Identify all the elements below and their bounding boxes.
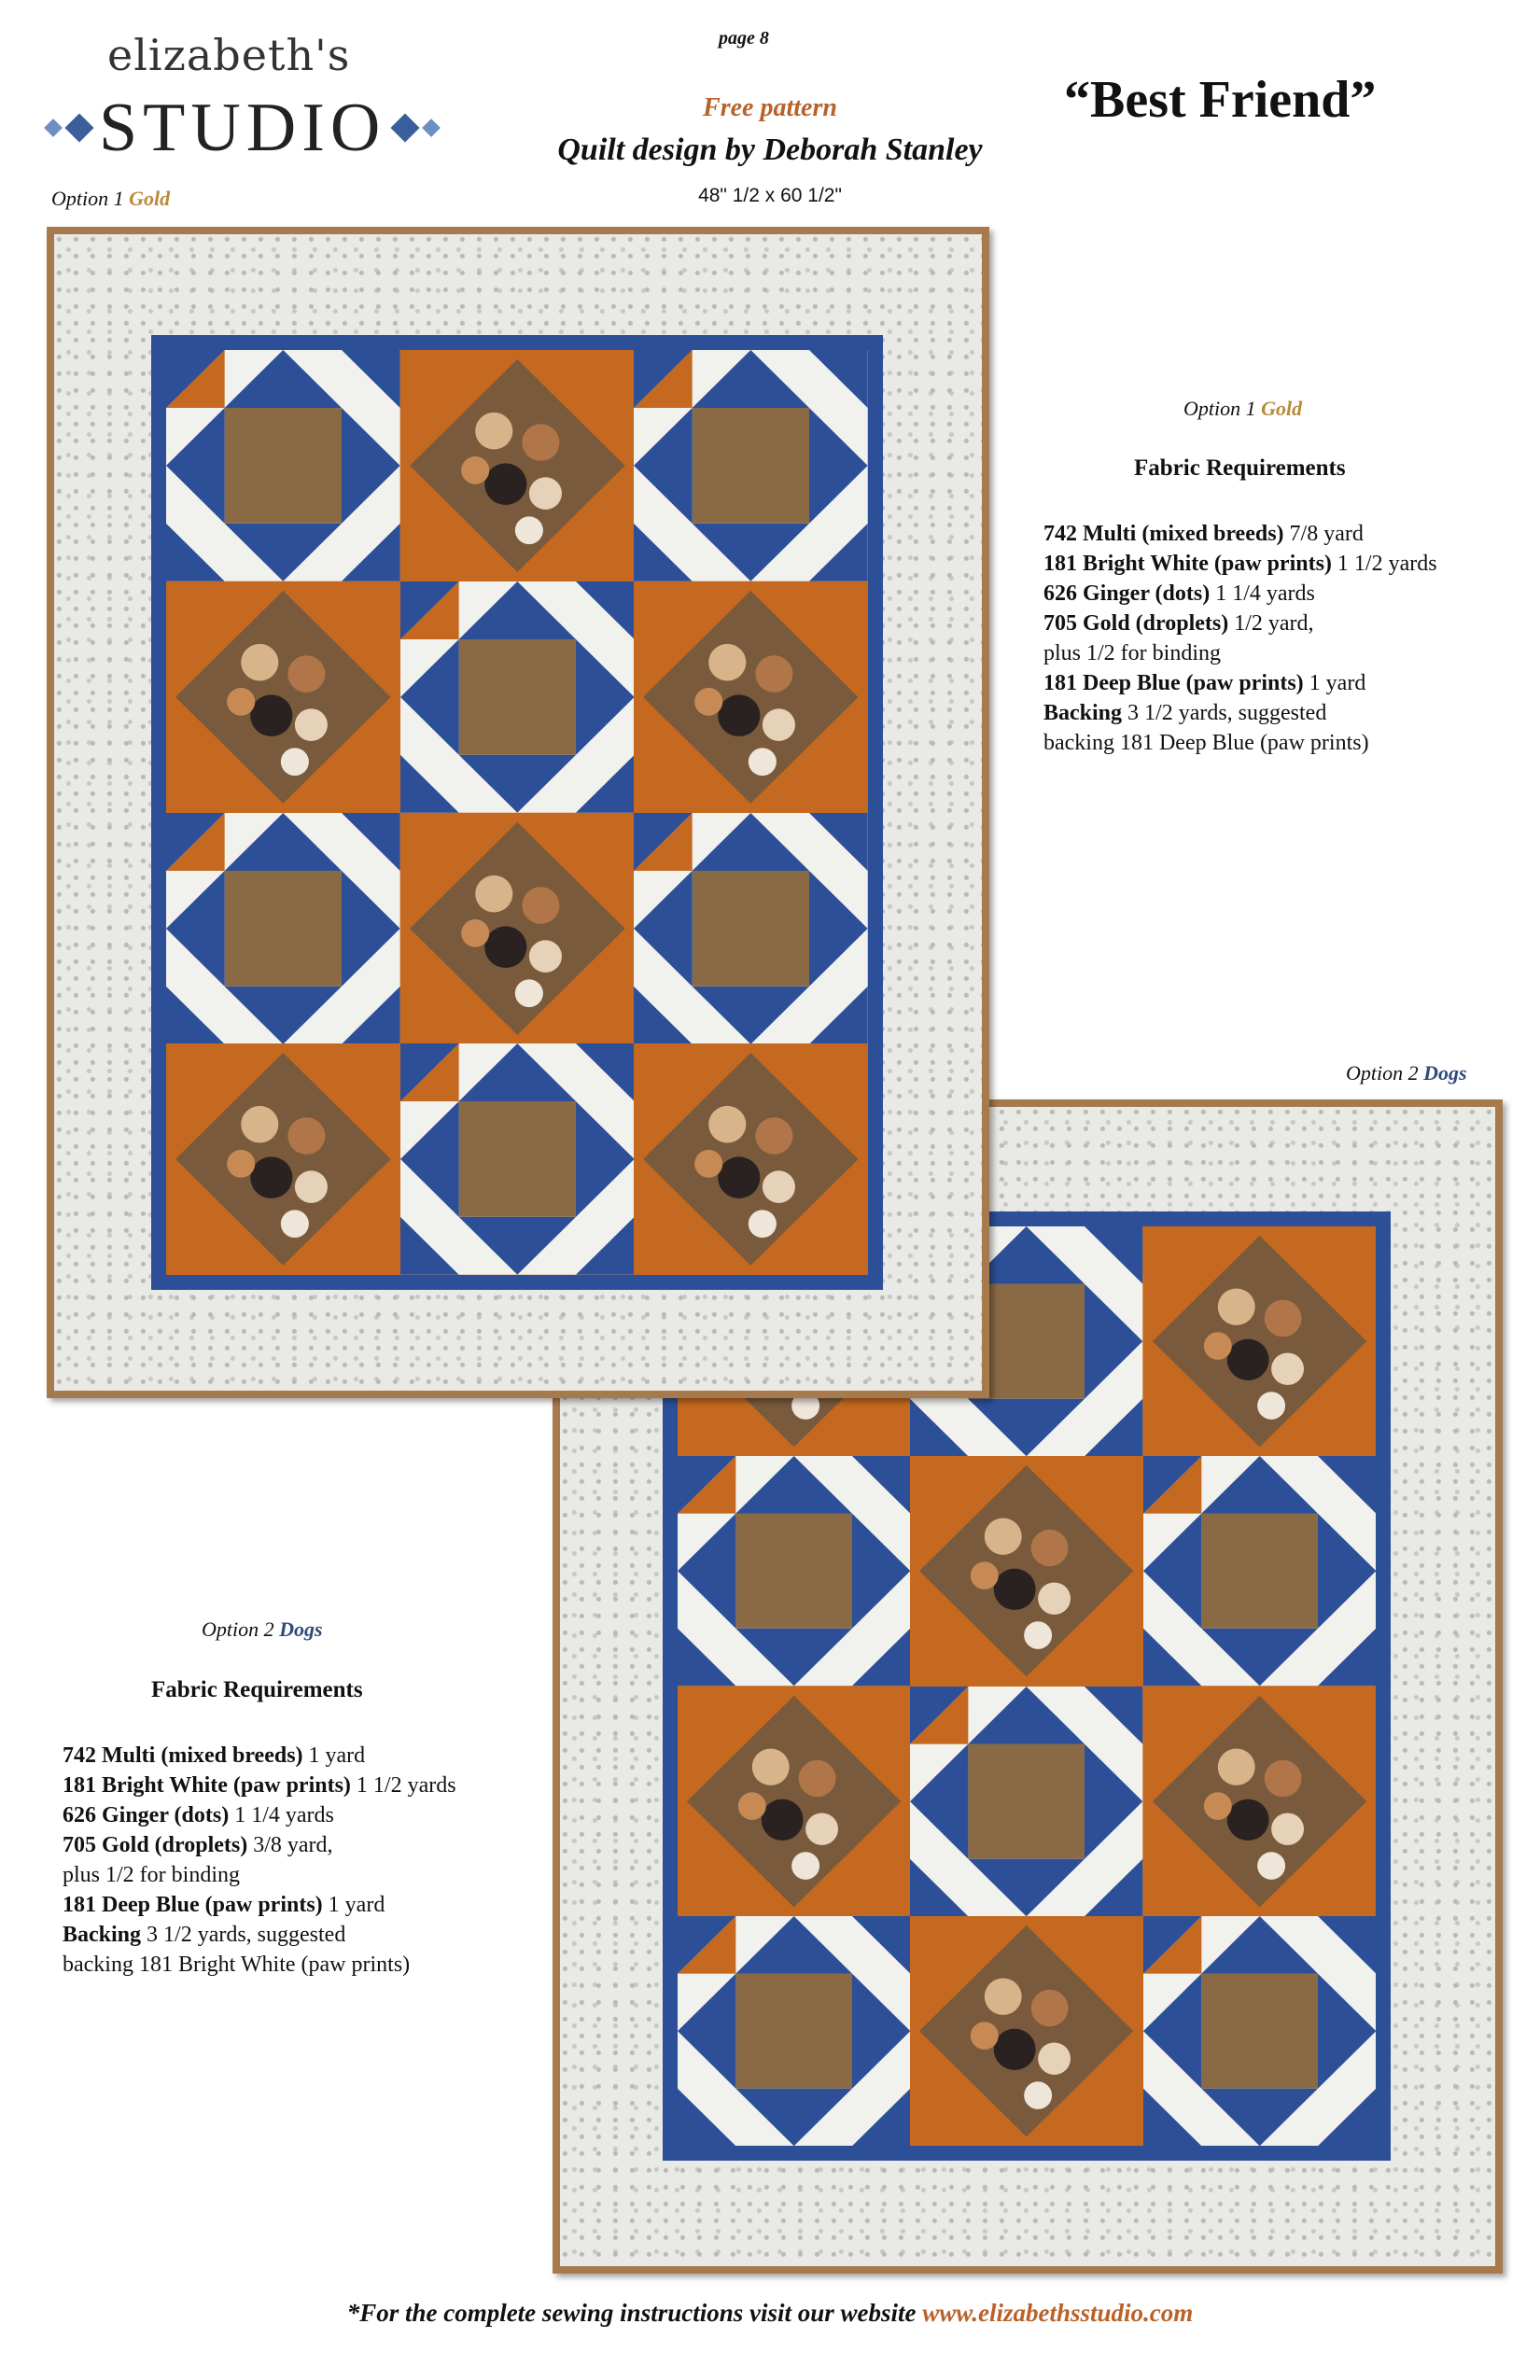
requirement-amount: plus 1/2 for binding <box>1043 641 1221 665</box>
dog-print-block <box>910 1916 1142 2146</box>
dog-print-block <box>634 581 868 813</box>
requirement-line <box>63 1741 548 1771</box>
requirement-amount: 1 1/4 yards <box>1210 581 1315 606</box>
requirement-line <box>1043 609 1529 638</box>
option1-label <box>1183 397 1302 421</box>
dog-print-block <box>400 813 635 1044</box>
star-block <box>910 1687 1142 1916</box>
quilt-border <box>54 234 982 1391</box>
block-grid <box>166 350 868 1275</box>
requirement-line <box>63 1860 548 1890</box>
requirement-line <box>63 1771 548 1800</box>
requirement-amount: backing 181 Bright White (paw prints) <box>63 1953 411 1977</box>
option1-requirements-list <box>1043 519 1529 758</box>
option-prefix: Option 1 <box>1183 397 1256 420</box>
requirement-amount: 1 yard <box>1303 671 1366 695</box>
requirement-fabric: 181 Deep Blue (paw prints) <box>1043 671 1304 695</box>
option-color-name: Gold <box>1261 397 1303 420</box>
requirement-fabric: 626 Ginger (dots) <box>63 1803 230 1827</box>
website-link[interactable]: www.elizabethsstudio.com <box>922 2299 1194 2327</box>
pattern-title: “Best Friend” <box>1064 71 1377 129</box>
footer-text: *For the complete sewing instructions visit our website <box>346 2299 923 2327</box>
page-number: page 8 <box>719 28 769 49</box>
star-block <box>1143 1916 1376 2146</box>
requirement-fabric: 705 Gold (droplets) <box>63 1833 248 1857</box>
requirement-fabric: Backing <box>1043 701 1123 725</box>
quilt-size: 48" 1/2 x 60 1/2" <box>698 185 842 206</box>
dog-print-block <box>1143 1687 1376 1916</box>
logo-script-text: elizabeth's <box>107 30 351 80</box>
requirement-line <box>63 1920 548 1950</box>
requirement-fabric: 181 Bright White (paw prints) <box>63 1773 351 1798</box>
requirement-fabric: 181 Bright White (paw prints) <box>1043 552 1332 576</box>
requirement-amount: 1 yard <box>322 1893 385 1917</box>
requirement-line <box>1043 638 1529 668</box>
requirement-fabric: 181 Deep Blue (paw prints) <box>63 1893 323 1917</box>
option2-requirements-list <box>63 1741 548 1980</box>
requirement-amount: backing 181 Deep Blue (paw prints) <box>1043 731 1369 755</box>
dog-print-block <box>400 350 635 581</box>
dog-print-block <box>678 1687 910 1916</box>
footer-note <box>0 2299 1540 2328</box>
requirement-amount: 1/2 yard, <box>1228 611 1314 636</box>
requirement-fabric: 742 Multi (mixed breeds) <box>1043 522 1284 546</box>
dog-print-block <box>910 1456 1142 1686</box>
star-block <box>400 1043 635 1275</box>
option-prefix: Option 1 <box>51 187 124 210</box>
dog-print-block <box>166 581 400 813</box>
star-block <box>166 350 400 581</box>
option-color-name: Dogs <box>279 1617 323 1641</box>
requirement-line <box>63 1890 548 1920</box>
dog-print-block <box>634 1043 868 1275</box>
requirement-line <box>63 1830 548 1860</box>
option-color-name: Gold <box>129 187 171 210</box>
dog-print-block <box>166 1043 400 1275</box>
star-block <box>634 813 868 1044</box>
requirement-fabric: 705 Gold (droplets) <box>1043 611 1229 636</box>
requirement-amount: plus 1/2 for binding <box>63 1863 240 1887</box>
star-block <box>678 1916 910 2146</box>
option-prefix: Option 2 <box>1346 1061 1419 1085</box>
requirement-line <box>1043 728 1529 758</box>
requirement-line <box>1043 519 1529 549</box>
option-prefix: Option 2 <box>202 1617 274 1641</box>
requirement-line <box>1043 579 1529 609</box>
requirement-fabric: 626 Ginger (dots) <box>1043 581 1211 606</box>
star-block <box>1143 1456 1376 1686</box>
requirement-line <box>63 1800 548 1830</box>
requirement-fabric: Backing <box>63 1923 142 1947</box>
requirement-amount: 1 1/2 yards <box>350 1773 456 1798</box>
fabric-requirements-heading: Fabric Requirements <box>151 1677 363 1702</box>
option1-caption <box>51 187 170 211</box>
star-block <box>400 581 635 813</box>
requirement-amount: 3 1/2 yards, suggested <box>1122 701 1327 725</box>
star-block <box>634 350 868 581</box>
option2-caption <box>1346 1061 1467 1085</box>
free-pattern-label: Free pattern <box>703 93 837 122</box>
designer-credit: Quilt design by Deborah Stanley <box>557 133 983 167</box>
requirement-amount: 1 yard <box>302 1743 366 1768</box>
option-color-name: Dogs <box>1423 1061 1467 1085</box>
logo-word: STUDIO <box>99 90 386 166</box>
quilt-center <box>151 335 883 1290</box>
requirement-amount: 1 1/4 yards <box>229 1803 334 1827</box>
requirement-line <box>1043 549 1529 579</box>
dog-print-block <box>1143 1226 1376 1456</box>
requirement-fabric: 742 Multi (mixed breeds) <box>63 1743 303 1768</box>
star-block <box>678 1456 910 1686</box>
requirement-amount: 1 1/2 yards <box>1331 552 1437 576</box>
requirement-line <box>63 1950 548 1980</box>
requirement-line <box>1043 668 1529 698</box>
requirement-amount: 7/8 yard <box>1283 522 1364 546</box>
quilt-option1-image <box>47 227 989 1398</box>
requirement-amount: 3 1/2 yards, suggested <box>141 1923 346 1947</box>
option2-label <box>202 1617 323 1642</box>
star-block <box>166 813 400 1044</box>
requirement-line <box>1043 698 1529 728</box>
fabric-requirements-heading: Fabric Requirements <box>1134 455 1346 481</box>
requirement-amount: 3/8 yard, <box>247 1833 333 1857</box>
